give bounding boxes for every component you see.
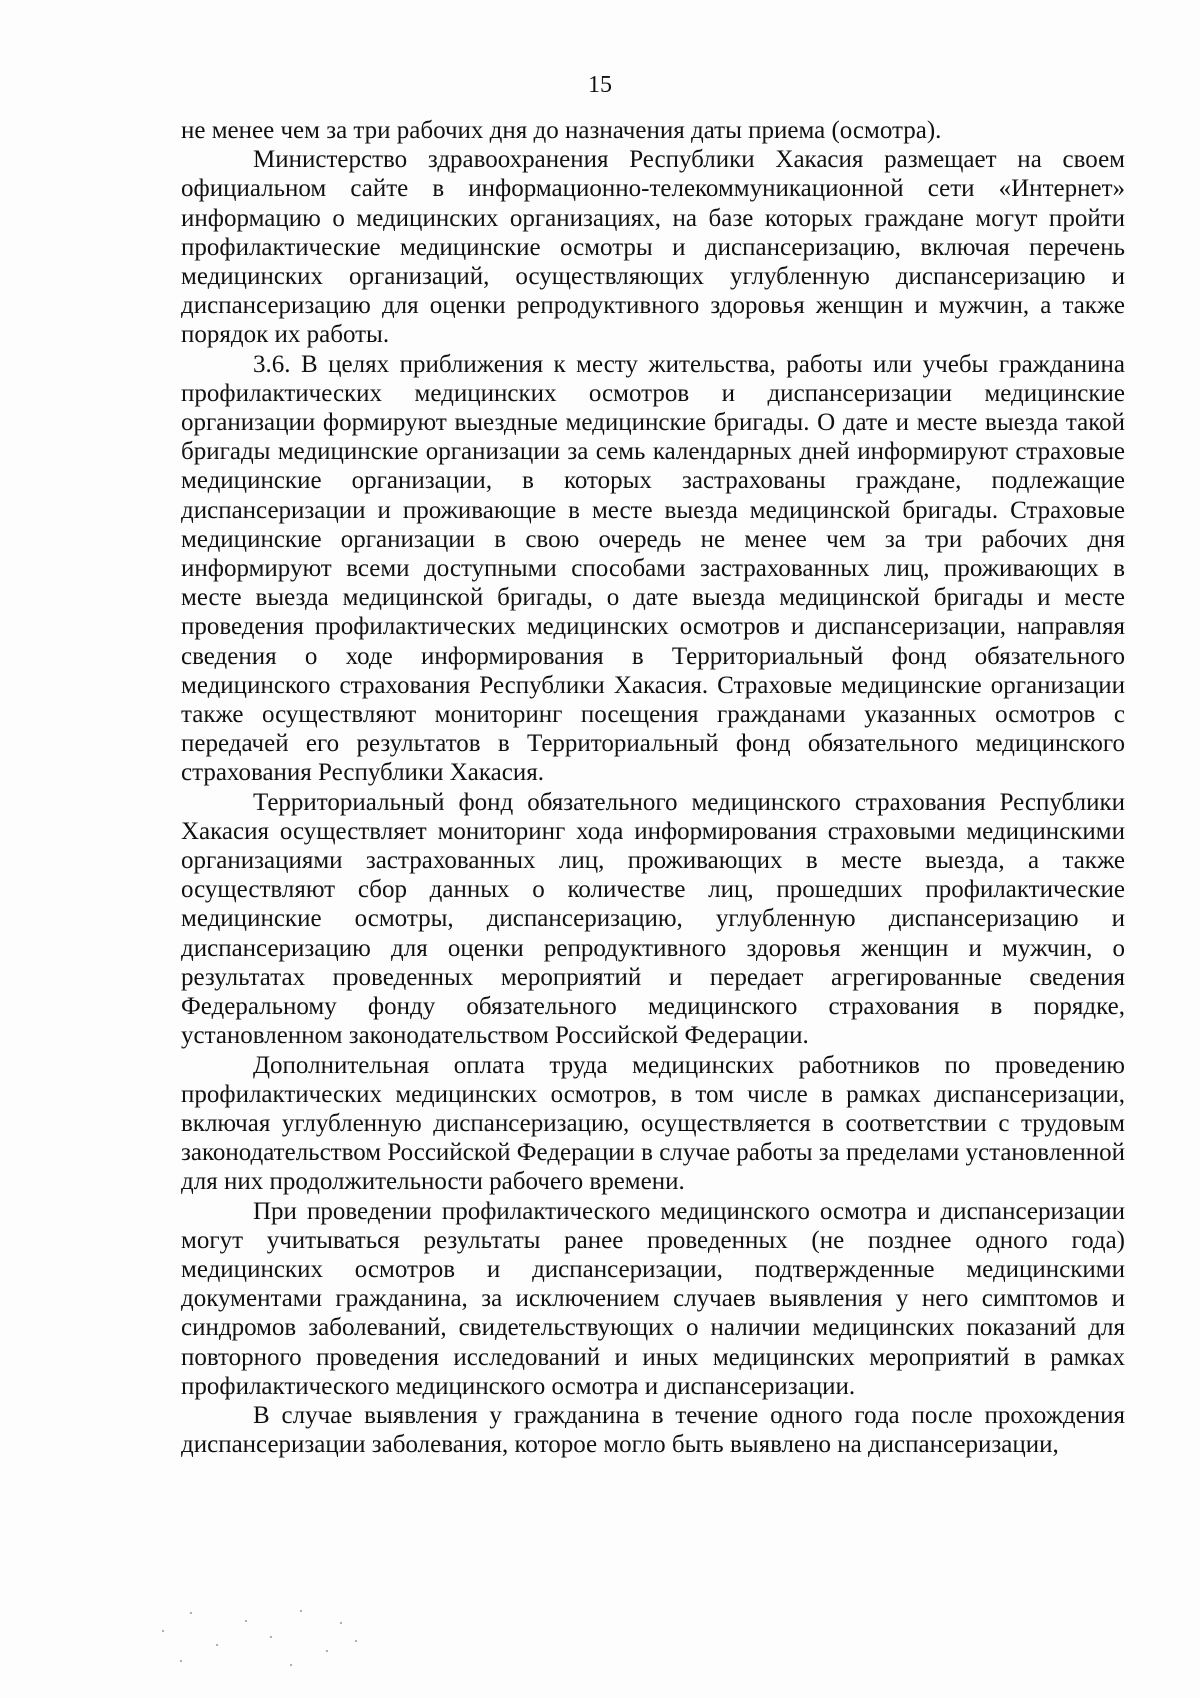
document-body	[181, 116, 1125, 1459]
page-number: 15	[588, 72, 612, 98]
paragraph-section-3-6: 3.6. В целях приближения к месту жительства, работы или учебы гражданина профилактических медицинских осмотров и диспансеризации медицинские организации формируют выездные медицинские бригады. О дате и месте выезда такой бригады медицинские организации за семь календарных дней информируют страховые медицинские организации, в которых застрахованы граждане, подлежащие диспансеризации и проживающие в месте выезда медицинской бригады. Страховые медицинские организации в свою очередь не менее чем за три рабочих дня информируют всеми доступными способами застрахованных лиц, проживающих в месте выезда медицинской бригады, о дате выезда медицинской бригады и месте проведения профилактических медицинских осмотров и диспансеризации, направляя сведения о ходе информирования в Территориальный фонд обязательного медицинского страхования Республики Хакасия. Страховые медицинские организации также осуществляют мониторинг посещения гражданами указанных осмотров с передачей его результатов в Территориальный фонд обязательного медицинского страхования Республики Хакасия.	[181, 350, 1125, 787]
scan-noise	[150, 1600, 390, 1680]
paragraph-additional-pay: Дополнительная оплата труда медицинских работников по проведению профилактических медицинских осмотров, в том числе в рамках диспансеризации, включая углубленную диспансеризацию, осуществляется в соответствии с трудовым законодательством Российской Федерации в случае работы за пределами установленной для них продолжительности рабочего времени.	[181, 1051, 1125, 1196]
paragraph-continuation: не менее чем за три рабочих дня до назначения даты приема (осмотра).	[181, 117, 942, 144]
paragraph-territorial-fund: Территориальный фонд обязательного медицинского страхования Республики Хакасия осуществляет мониторинг хода информирования страховыми медицинскими организациями застрахованных лиц, проживающих в месте выезда, а также осуществляют сбор данных о количестве лиц, прошедших профилактические медицинские осмотры, диспансеризацию, углубленную диспансеризацию и диспансеризацию для оценки репродуктивного здоровья женщин и мужчин, о результатах проведенных мероприятий и передает агрегированные сведения Федеральному фонду обязательного медицинского страхования в порядке, установленном законодательством Российской Федерации.	[181, 788, 1125, 1050]
paragraph-disease-detection: В случае выявления у гражданина в течение одного года после прохождения диспансеризации заболевания, которое могло быть выявлено на диспансеризации,	[181, 1401, 1125, 1459]
paragraph-ministry-website: Министерство здравоохранения Республики Хакасия размещает на своем официальном сайте в информационно-телекоммуникационной сети «Интернет» информацию о медицинских организациях, на базе которых граждане могут пройти профилактические медицинские осмотры и диспансеризацию, включая перечень медицинских организаций, осуществляющих углубленную диспансеризацию и диспансеризацию для оценки репродуктивного здоровья женщин и мужчин, а также порядок их работы.	[181, 146, 1125, 349]
paragraph-previous-results: При проведении профилактического медицинского осмотра и диспансеризации могут учитываться результаты ранее проведенных (не позднее одного года) медицинских осмотров и диспансеризации, подтвержденные медицинскими документами гражданина, за исключением случаев выявления у него симптомов и синдромов заболеваний, свидетельствующих о наличии медицинских показаний для повторного проведения исследований и иных медицинских мероприятий в рамках профилактического медицинского осмотра и диспансеризации.	[181, 1197, 1125, 1400]
